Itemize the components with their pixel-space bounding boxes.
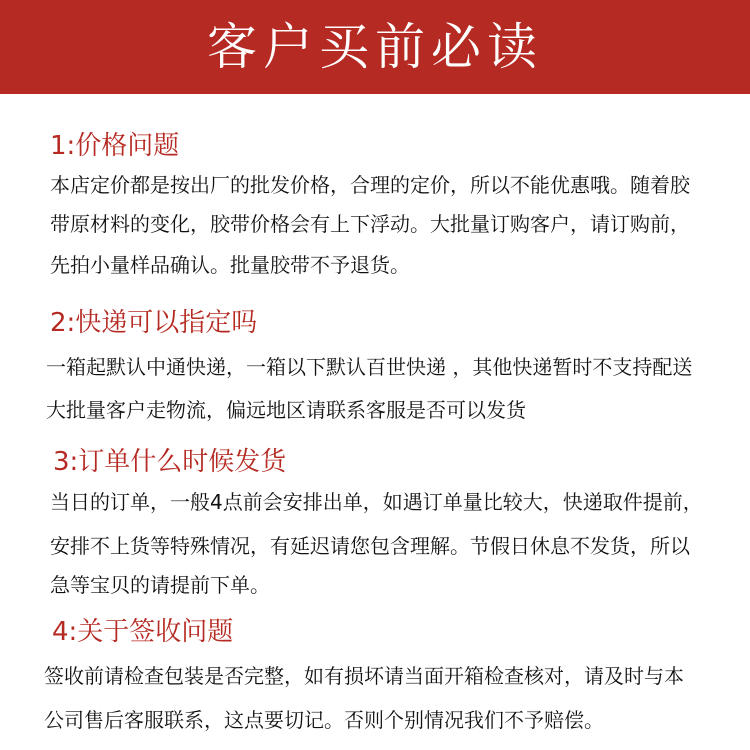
section-shipping-time-line: 当日的订单，一般4点前会安排出单，如遇订单量比较大，快递取件提前，	[50, 490, 703, 514]
section-price-line: 先拍小量样品确认。批量胶带不予退货。	[50, 253, 410, 277]
section-heading-receipt: 4:关于签收问题	[52, 617, 234, 647]
section-receipt-line: 公司售后客服联系，这点要切记。否则个别情况我们不予赔偿。	[44, 708, 604, 732]
section-courier-line: 大批量客户走物流，偏远地区请联系客服是否可以发货	[46, 398, 526, 422]
section-receipt-line: 签收前请检查包装是否完整，如有损坏请当面开箱检查核对，请及时与本	[44, 664, 684, 688]
section-heading-shipping-time: 3:订单什么时候发货	[53, 447, 287, 477]
title-banner	[0, 0, 750, 94]
section-price-line: 本店定价都是按出厂的批发价格，合理的定价，所以不能优惠哦。随着胶	[50, 173, 690, 197]
section-price-line: 带原材料的变化，胶带价格会有上下浮动。大批量订购客户，请订购前，	[50, 212, 690, 236]
section-shipping-time-line: 急等宝贝的请提前下单。	[50, 573, 270, 597]
section-shipping-time-line: 安排不上货等特殊情况，有延迟请您包含理解。节假日休息不发货，所以	[50, 534, 690, 558]
section-heading-price: 1:价格问题	[50, 131, 180, 161]
page-title: 客户买前必读	[207, 18, 543, 76]
section-heading-courier: 2:快递可以指定吗	[50, 308, 258, 338]
section-courier-line: 一箱起默认中通快递，一箱以下默认百世快递 ，其他快递暂时不支持配送	[46, 355, 693, 379]
